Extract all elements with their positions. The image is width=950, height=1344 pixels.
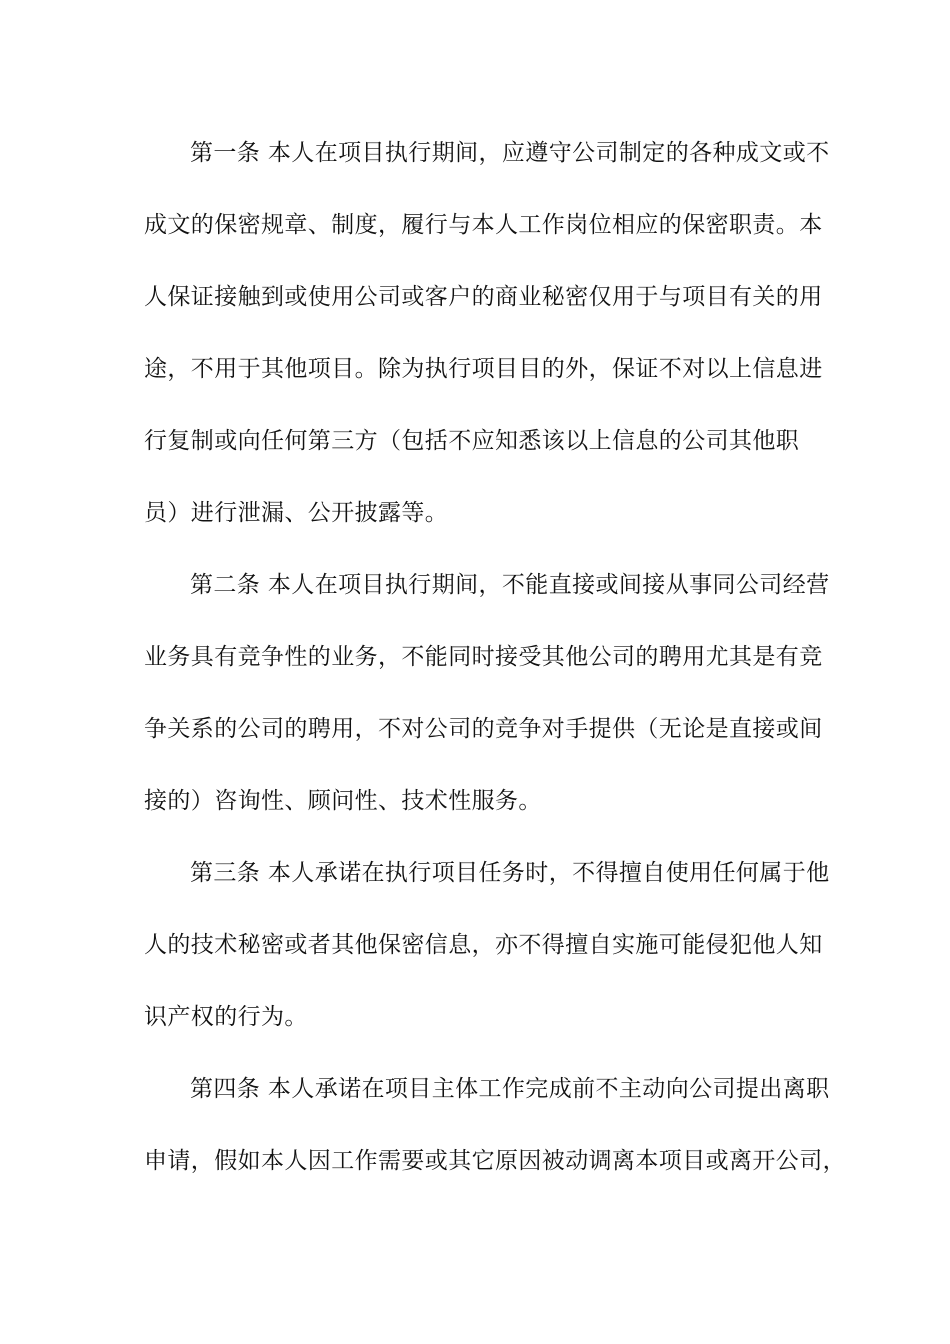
article-1-line-5: 行复制或向任何第三方（包括不应知悉该以上信息的公司其他职 <box>144 428 800 454</box>
article-2-line-1: 第二条 本人在项目执行期间，不能直接或间接从事同公司经营 <box>190 572 830 598</box>
article-1-line-2: 成文的保密规章、制度，履行与本人工作岗位相应的保密职责。本 <box>144 212 823 238</box>
article-2-line-2: 业务具有竞争性的业务，不能同时接受其他公司的聘用尤其是有竞 <box>144 644 823 670</box>
article-1-line-4: 途，不用于其他项目。除为执行项目目的外，保证不对以上信息进 <box>144 356 823 382</box>
article-2-line-3: 争关系的公司的聘用，不对公司的竞争对手提供（无论是直接或间 <box>144 716 823 742</box>
article-4-line-2: 申请，假如本人因工作需要或其它原因被动调离本项目或离开公司， <box>144 1148 846 1174</box>
article-2-line-4: 接的）咨询性、顾问性、技术性服务。 <box>144 788 542 814</box>
article-1-line-1: 第一条 本人在项目执行期间，应遵守公司制定的各种成文或不 <box>190 140 830 166</box>
article-3-line-1: 第三条 本人承诺在执行项目任务时，不得擅自使用任何属于他 <box>190 860 830 886</box>
article-1-line-6: 员）进行泄漏、公开披露等。 <box>144 500 449 526</box>
article-4-line-1: 第四条 本人承诺在项目主体工作完成前不主动向公司提出离职 <box>190 1076 830 1102</box>
article-1-line-3: 人保证接触到或使用公司或客户的商业秘密仅用于与项目有关的用 <box>144 284 823 310</box>
article-3-line-2: 人的技术秘密或者其他保密信息，亦不得擅自实施可能侵犯他人知 <box>144 932 823 958</box>
article-3-line-3: 识产权的行为。 <box>144 1004 308 1030</box>
